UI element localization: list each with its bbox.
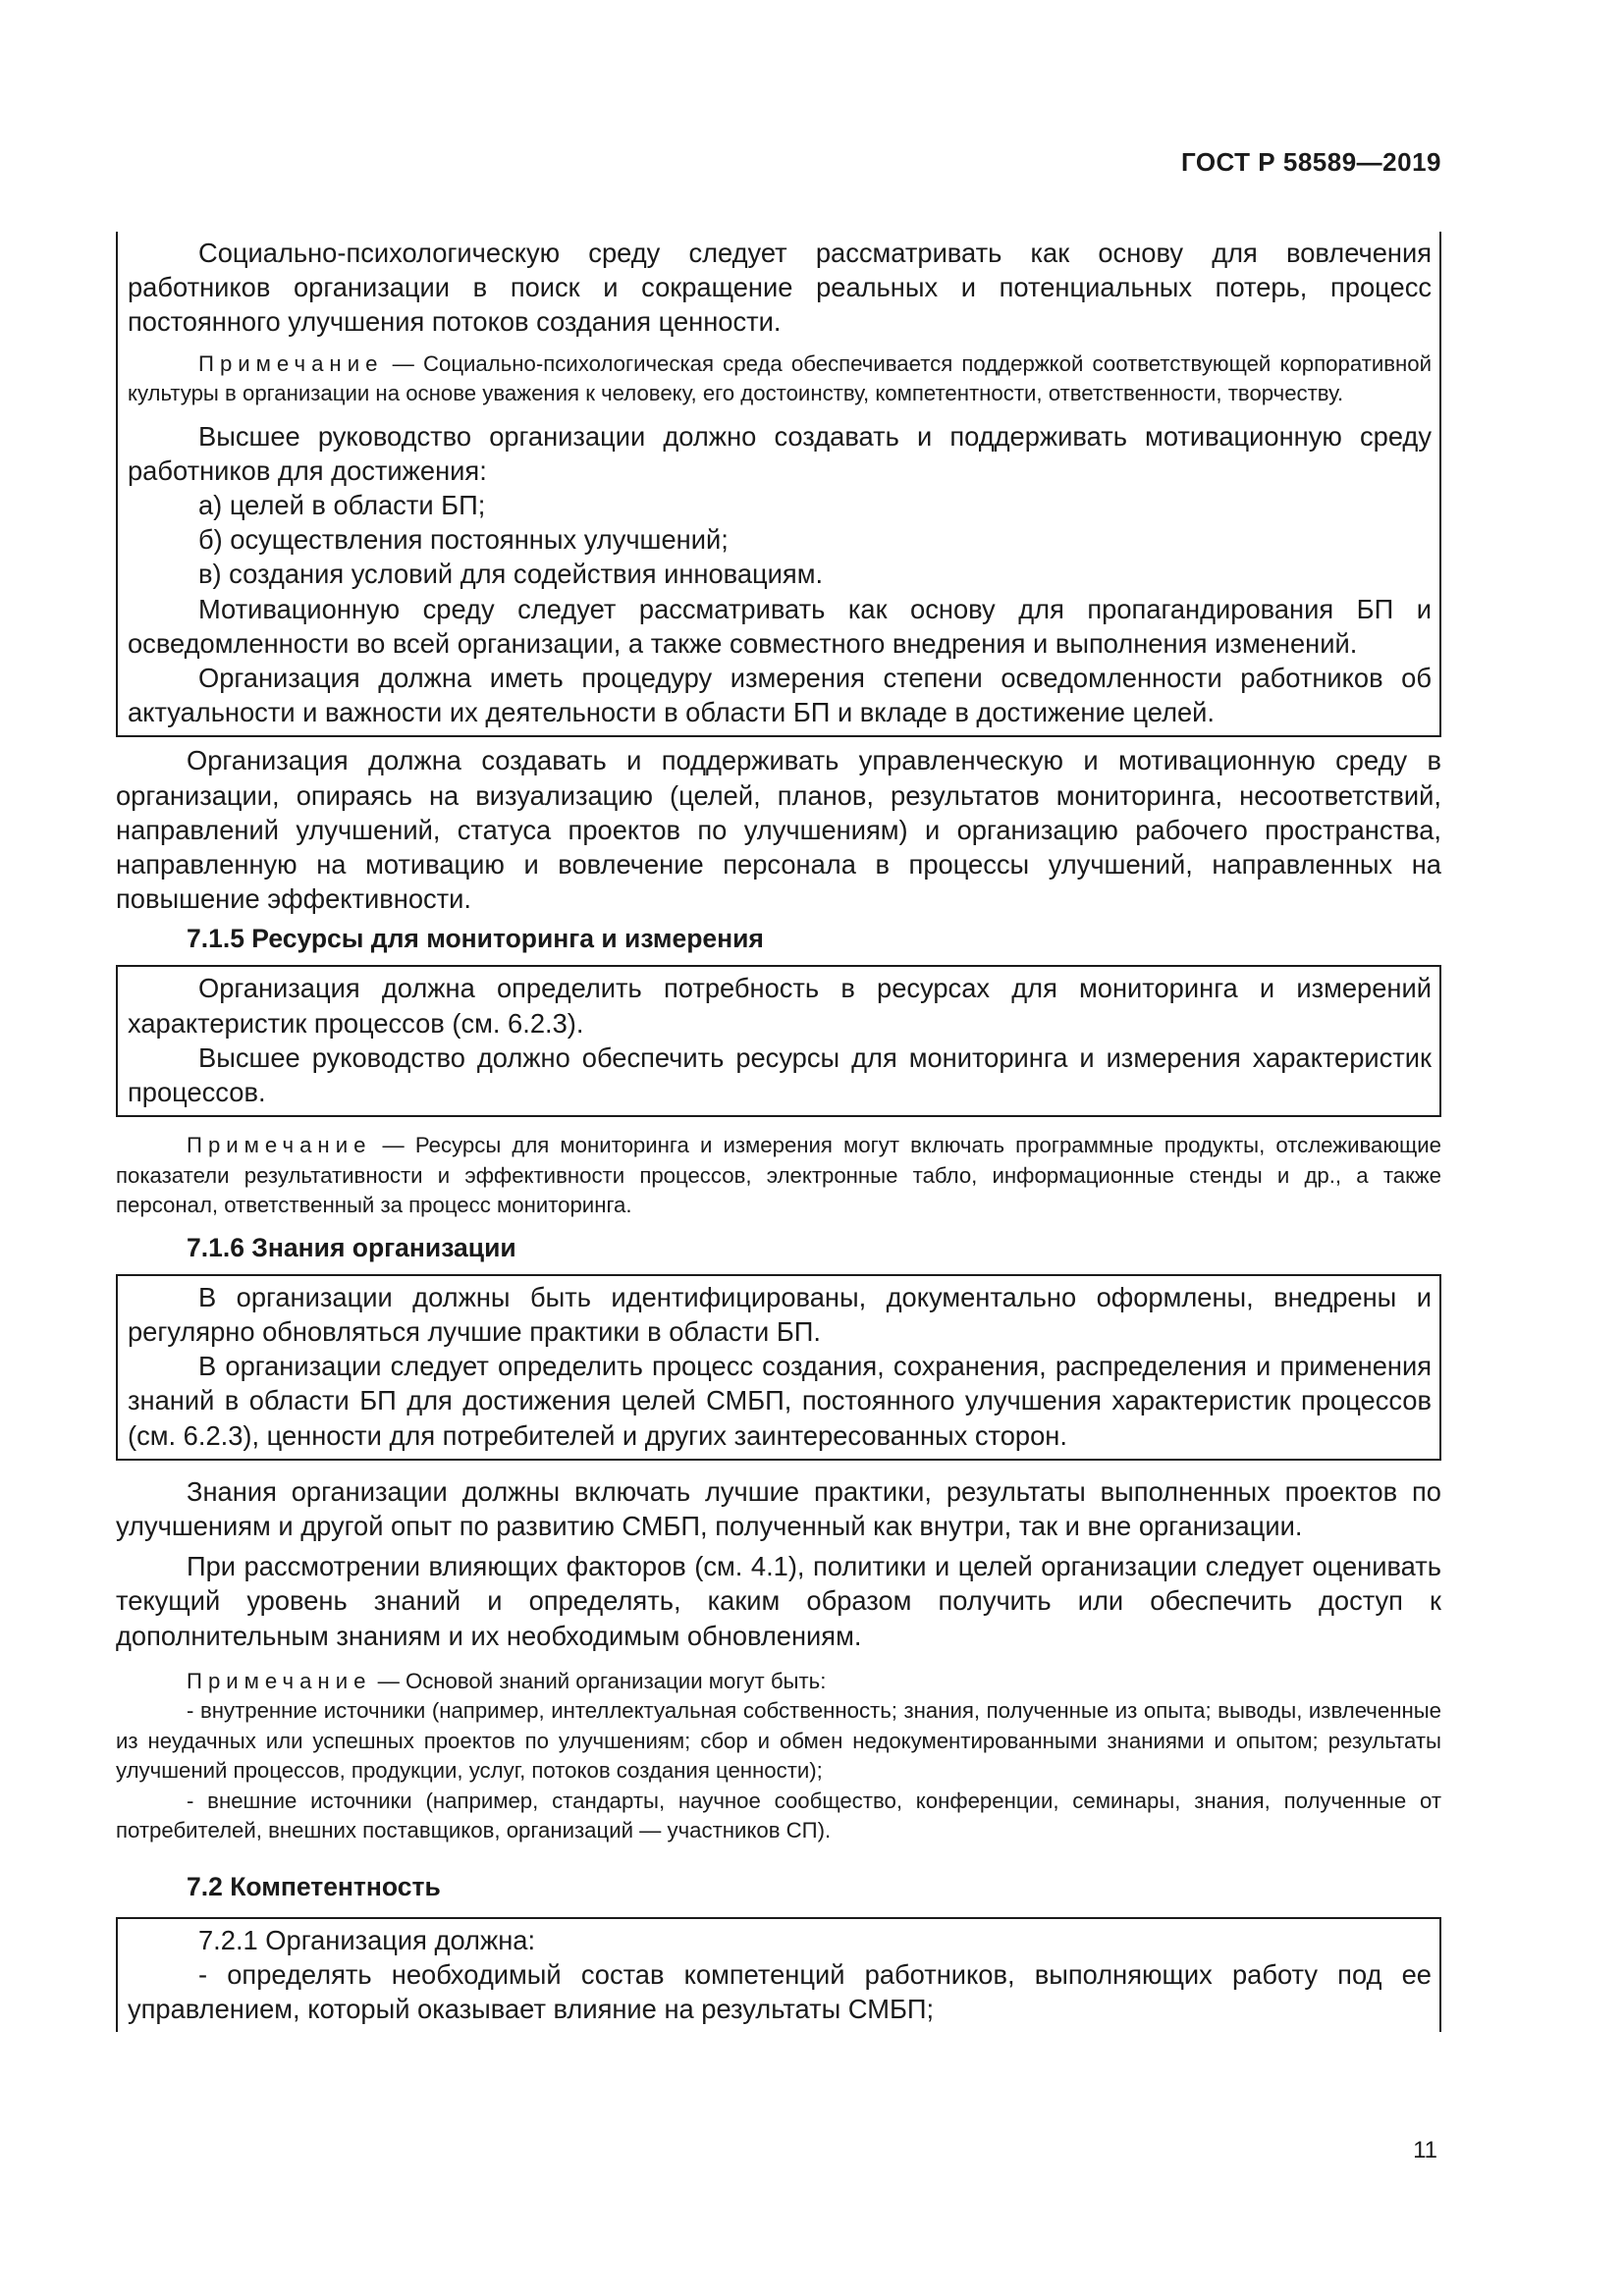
note-list-item: - внутренние источники (например, интеллектуальная собственность; знания, полученные из опыта; выводы, извлеченные из неудачных или успешных проектов по улучшениям; сбор и обмен недокументированными знаниями и опытом; результаты улучшений процессов, продукции, услуг, потоков создания ценности); — [116, 1698, 1441, 1784]
requirement-box-competence — [116, 1917, 1441, 2033]
note-text: — Основой знаний организации могут быть: — [371, 1668, 827, 1693]
requirement-box-motivation — [116, 232, 1441, 737]
section-heading-7-2: 7.2 Компетентность — [187, 1871, 441, 1901]
list-item: б) осуществления постоянных улучшений; — [198, 524, 729, 556]
note-text: — Ресурсы для мониторинга и измерения могут включать программные продукты, отслеживающие показатели результативности и эффективности процессов, электронные табло, информационные стенды и др., а также персонал, ответственный за процесс мониторинга. — [116, 1133, 1441, 1218]
requirement-box-monitoring — [116, 965, 1441, 1117]
paragraph: Организация должна определить потребность в ресурсах для мониторинга и измерений характеристик процессов (см. 6.2.3). — [128, 973, 1432, 1039]
paragraph: Высшее руководство организации должно создавать и поддерживать мотивационную среду работников для достижения: — [128, 420, 1432, 486]
paragraph: Высшее руководство должно обеспечить ресурсы для мониторинга и измерения характеристик процессов. — [128, 1041, 1432, 1108]
note — [128, 349, 1432, 409]
note-text: — Социально-психологическая среда обеспечивается поддержкой соответствующей корпоративной культуры в организации на основе уважения к человеку, его достоинству, компетентности, ответственности, творчеству. — [128, 350, 1432, 406]
paragraph: При рассмотрении влияющих факторов (см. 4.1), политики и целей организации следует оценивать текущий уровень знаний и определять, каким образом получить или обеспечить доступ к дополнительным знаниям и их необходимым обновлениям. — [116, 1551, 1441, 1651]
paragraph: 7.2.1 Организация должна: — [198, 1924, 536, 1955]
note — [116, 1667, 1441, 1697]
note-label: Примечание — [187, 1668, 372, 1693]
list-item: а) целей в области БП; — [198, 490, 486, 521]
section-heading-7-1-6: 7.1.6 Знания организации — [187, 1232, 516, 1262]
note-label: Примечание — [198, 350, 384, 376]
paragraph: Социально-психологическую среду следует рассматривать как основу для вовлечения работников организации в поиск и сокращение реальных и потенциальных потерь, процесс постоянного улучшения потоков создания ценности. — [128, 238, 1432, 338]
paragraph: Организация должна создавать и поддерживать управленческую и мотивационную среду в организации, опираясь на визуализацию (целей, планов, результатов мониторинга, несоответствий, направлений улучшений, статуса проектов по улучшениям) и организацию рабочего пространства, направленную на мотивацию и вовлечение персонала в процессы улучшений, направленных на повышение эффективности. — [116, 745, 1441, 915]
note-label: Примечание — [187, 1133, 372, 1158]
paragraph: Организация должна иметь процедуру измерения степени осведомленности работников об актуальности и важности их деятельности в области БП и вкладе в достижение целей. — [128, 663, 1432, 728]
page-number: 11 — [1413, 2137, 1437, 2163]
document-header: ГОСТ Р 58589—2019 — [1180, 147, 1441, 177]
paragraph: Знания организации должны включать лучшие практики, результаты выполненных проектов по улучшениям и другой опыт по развитию СМБП, полученный как внутри, так и вне организации. — [116, 1475, 1441, 1541]
paragraph: - определять необходимый состав компетенций работников, выполняющих работу под ее управлением, который оказывает влияние на результаты СМБП; — [128, 1959, 1432, 2025]
requirement-box-knowledge — [116, 1274, 1441, 1461]
page-content — [116, 232, 1441, 2032]
paragraph: Мотивационную среду следует рассматривать как основу для пропагандирования БП и осведомленности во всей организации, а также совместного внедрения и выполнения изменений. — [128, 593, 1432, 659]
paragraph: В организации должны быть идентифицированы, документально оформлены, внедрены и регулярно обновляться лучшие практики в области БП. — [128, 1281, 1432, 1347]
paragraph: В организации следует определить процесс создания, сохранения, распределения и применения знаний в области БП для достижения целей СМБП, постоянного улучшения характеристик процессов (см. 6.2.3), ценности для потребителей и других заинтересованных сторон. — [128, 1351, 1432, 1451]
section-heading-7-1-5: 7.1.5 Ресурсы для мониторинга и измерения — [187, 924, 764, 954]
note — [116, 1131, 1441, 1221]
note-list-item: - внешние источники (например, стандарты, научное сообщество, конференции, семинары, знания, полученные от потребителей, внешних поставщиков, организаций — участников СП). — [116, 1788, 1441, 1843]
list-item: в) создания условий для содействия инновациям. — [198, 559, 824, 590]
